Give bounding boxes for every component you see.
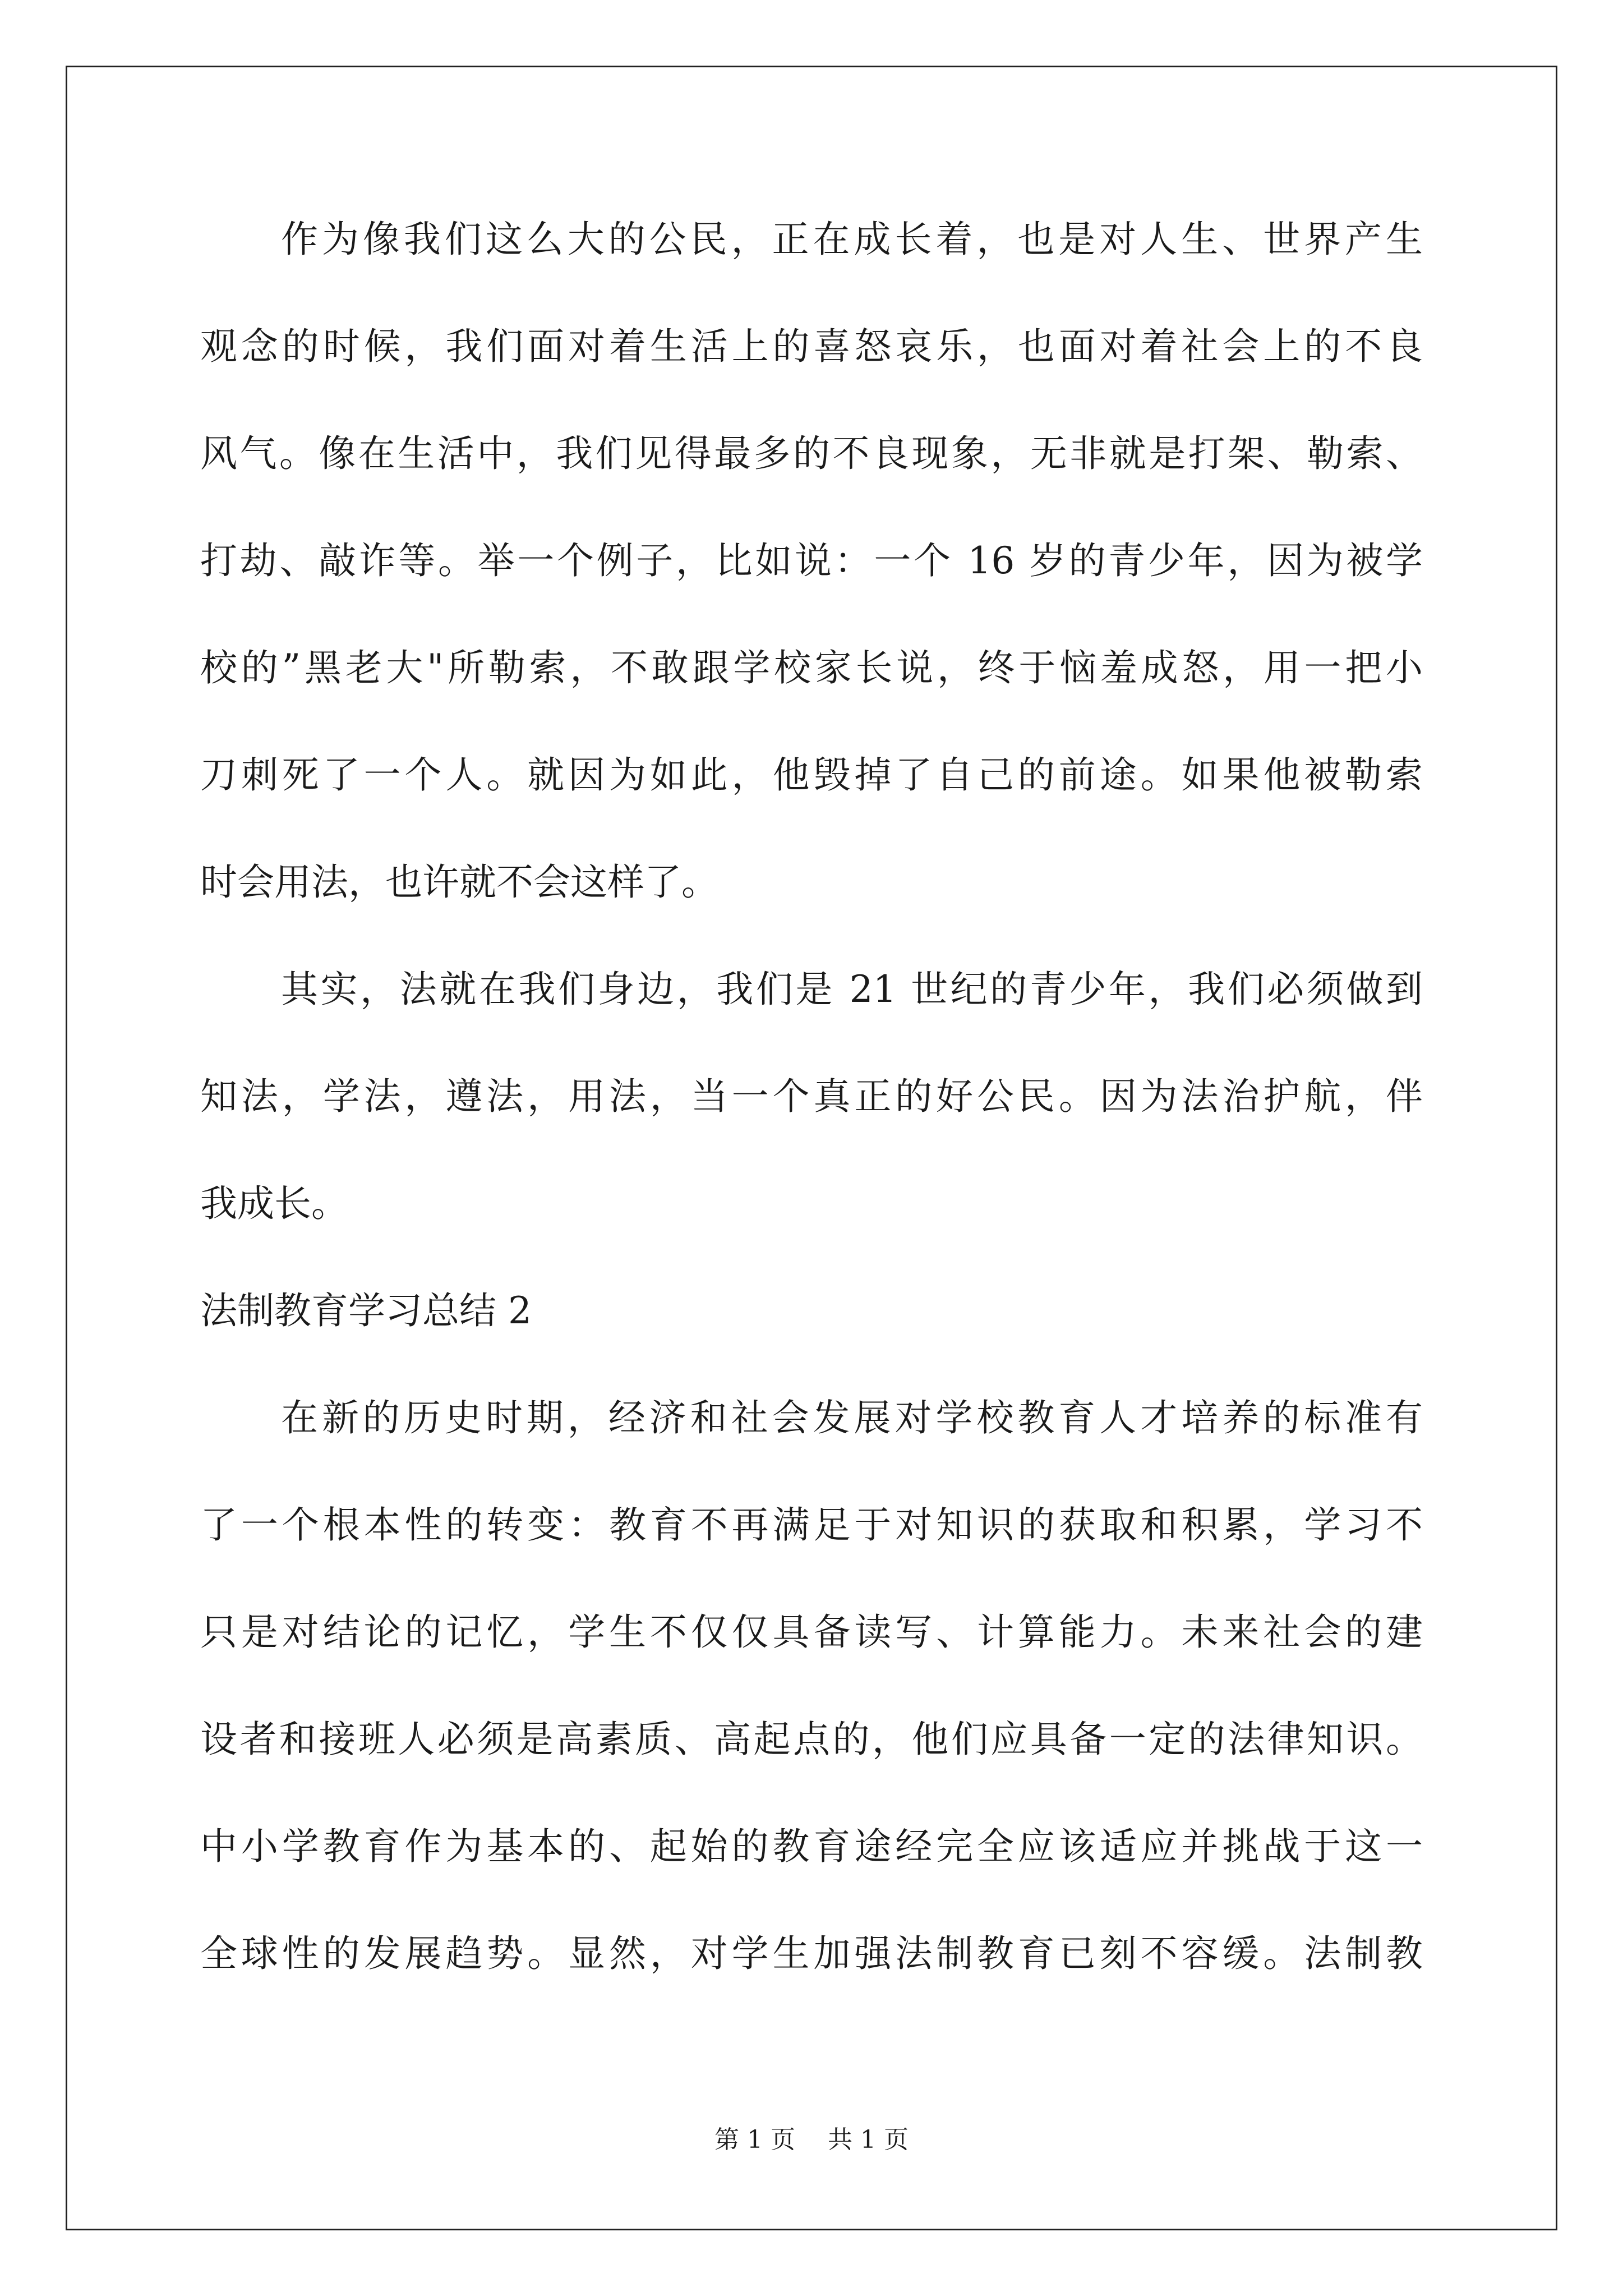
- text-line: 其实，法就在我们身边，我们是 21 世纪的青少年，我们必须做到: [281, 968, 1423, 1011]
- text-line: 设者和接班人必须是高素质、高起点的，他们应具备一定的法律知识。: [200, 1718, 1423, 1761]
- text-line: 观念的时候，我们面对着生活上的喜怒哀乐，也面对着社会上的不良: [200, 325, 1423, 368]
- text-line: 中小学教育作为基本的、起始的教育途经完全应该适应并挑战于这一: [200, 1825, 1423, 1868]
- text-line: 校的”黑老大"所勒索，不敢跟学校家长说，终于恼羞成怒，用一把小: [200, 646, 1423, 689]
- paragraph: [200, 219, 1423, 969]
- text-line: 全球性的发展趋势。显然，对学生加强法制教育已刻不容缓。法制教: [200, 1932, 1423, 1975]
- section-heading: 法制教育学习总结 2: [200, 1289, 532, 1332]
- text-line: 我成长。: [200, 1182, 348, 1225]
- text-line: 了一个根本性的转变：教育不再满足于对知识的获取和积累，学习不: [200, 1503, 1423, 1547]
- page-total: 共 1 页: [828, 2125, 909, 2154]
- text-line: 刀刺死了一个人。就因为如此，他毁掉了自己的前途。如果他被勒索: [200, 753, 1423, 797]
- text-line: 时会用法，也许就不会这样了。: [200, 861, 718, 904]
- text-line: 作为像我们这么大的公民，正在成长着，也是对人生、世界产生: [281, 218, 1423, 261]
- text-line: 打劫、敲诈等。举一个例子，比如说：一个 16 岁的青少年，因为被学: [200, 539, 1423, 582]
- paragraph: [200, 969, 1423, 1290]
- text-line: 知法，学法，遵法，用法，当一个真正的好公民。因为法治护航，伴: [200, 1075, 1423, 1118]
- page-number: 第 1 页: [714, 2125, 795, 2154]
- document-body: [200, 219, 1423, 2040]
- text-line: 只是对结论的记忆，学生不仅仅具备读写、计算能力。未来社会的建: [200, 1611, 1423, 1654]
- text-line: 在新的历史时期，经济和社会发展对学校教育人才培养的标准有: [281, 1396, 1423, 1439]
- text-line: 风气。像在生活中，我们见得最多的不良现象，无非就是打架、勒索、: [200, 432, 1423, 475]
- paragraph: [200, 1397, 1423, 2040]
- page-footer: [0, 2126, 1623, 2154]
